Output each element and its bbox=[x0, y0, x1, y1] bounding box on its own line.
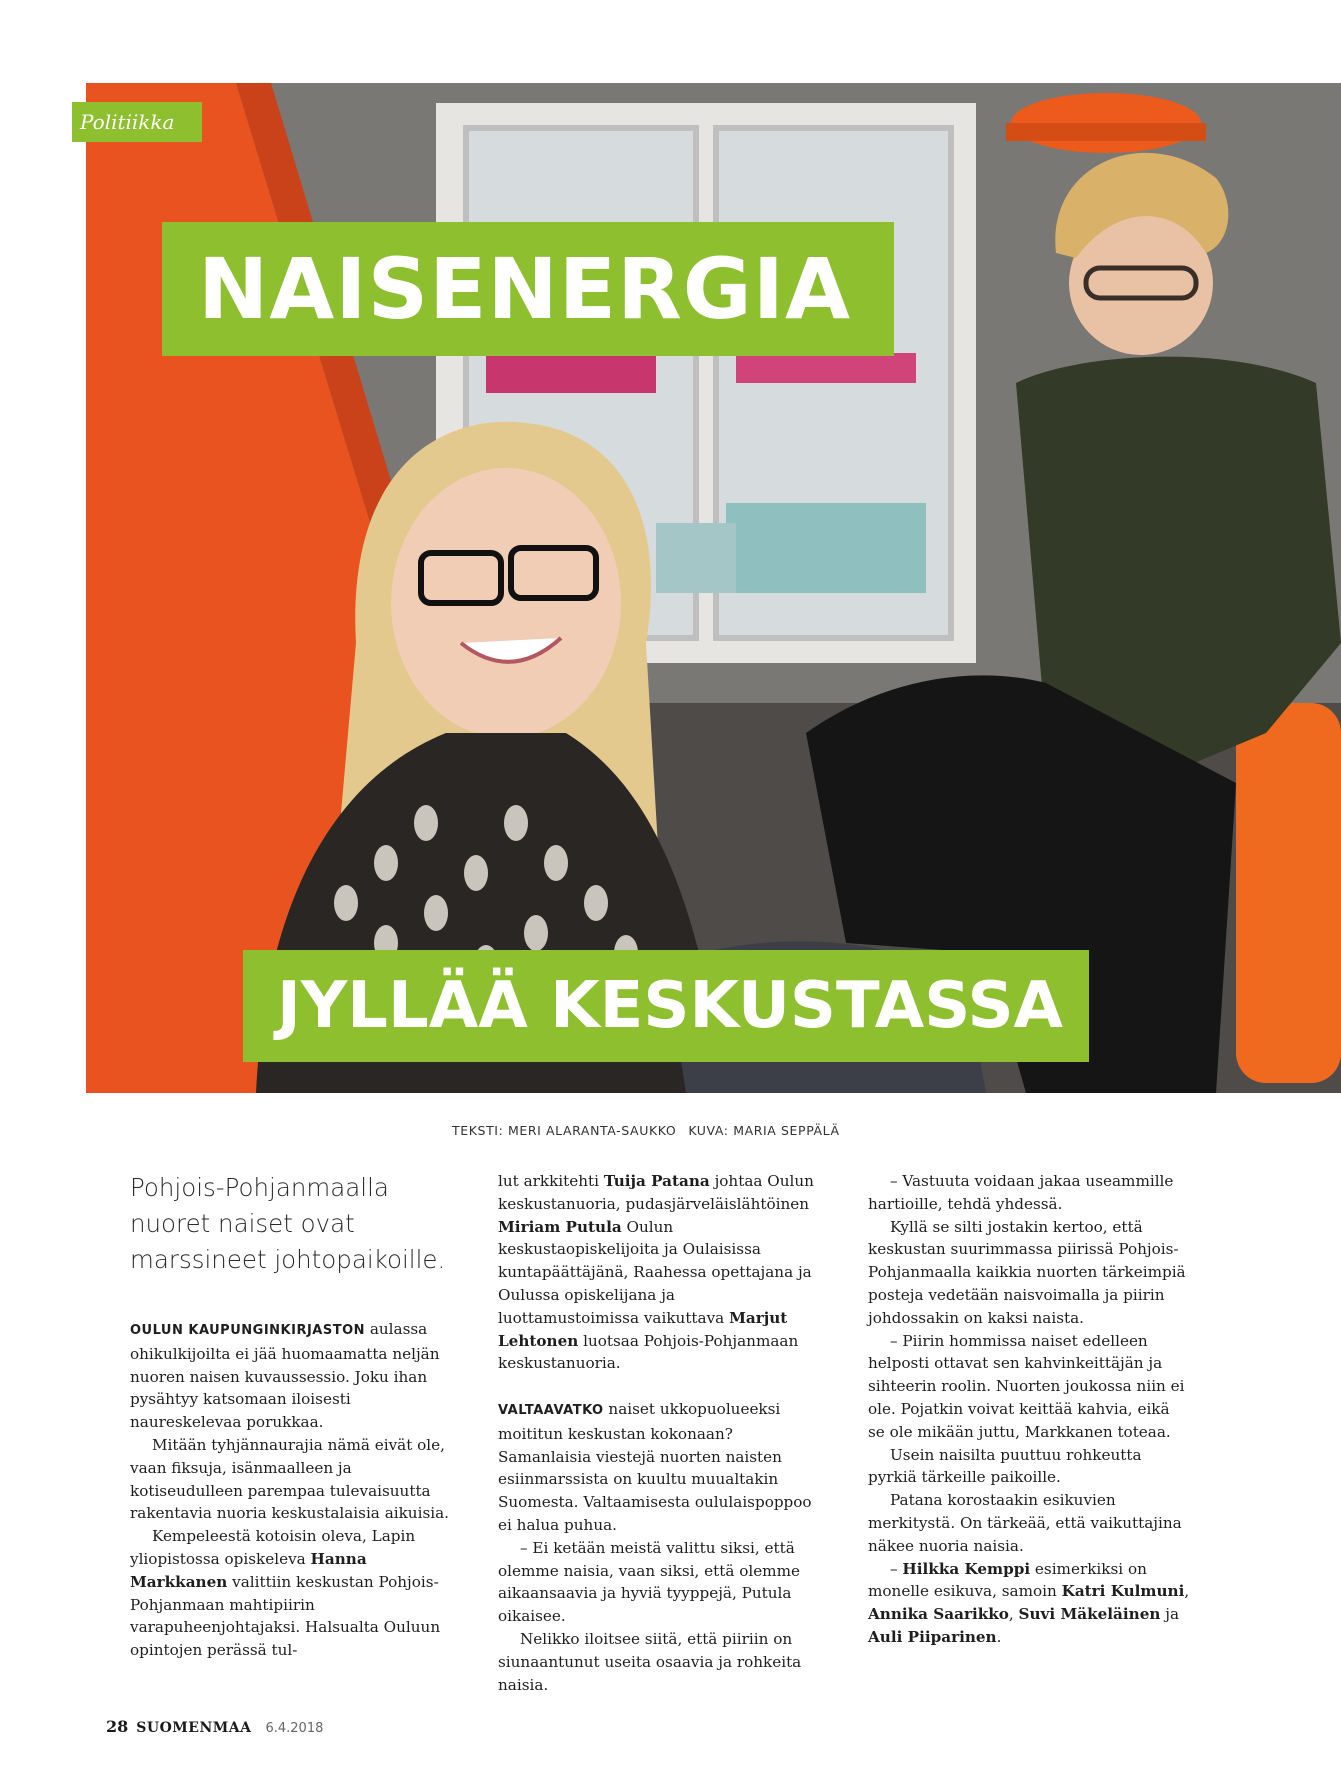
paragraph-text: Oulun keskustaopiskelijoita ja Oulaisissa kuntapäättäjänä, Raahessa opettajana ja Oulussa opiskelijana ja luottamustoimissa vaikuttava bbox=[498, 1217, 812, 1327]
paragraph: Patana korostaakin esikuvien merkitystä. On tärkeää, että vaikuttajina näkee nuoria naisia. bbox=[868, 1491, 1182, 1555]
paragraph-text: – bbox=[890, 1559, 903, 1578]
person-name: Auli Piiparinen bbox=[868, 1627, 997, 1646]
issue-date: 6.4.2018 bbox=[265, 1721, 324, 1736]
paragraph-text: , bbox=[1184, 1582, 1190, 1601]
lead-paragraph: Pohjois-Pohjanmaalla nuoret naiset ovat marssineet johtopaikoille. bbox=[130, 1173, 446, 1274]
paragraph bbox=[498, 1170, 820, 1375]
paragraph-text: lut arkkitehti bbox=[498, 1172, 604, 1190]
person-name: Hanna Markkanen bbox=[130, 1549, 367, 1591]
person-name: Annika Saarikko bbox=[868, 1605, 1009, 1624]
paragraph: Nelikko iloitsee siitä, että piiriin on siunaantunut useita osaavia ja rohkeita naisia. bbox=[498, 1629, 802, 1694]
paragraph: Usein naisilta puuttuu rohkeutta pyrkiä tärkeille paikoille. bbox=[868, 1445, 1142, 1487]
paragraph-text: , bbox=[1008, 1605, 1019, 1624]
byline bbox=[452, 1123, 840, 1138]
paragraph-text: valittiin keskustan Pohjois-Pohjanmaan mahtipiirin varapuheenjohtajaksi. Halsualta Ouluun opintojen perässä tul- bbox=[130, 1572, 441, 1660]
paragraph-text: johtaa Oulun keskustanuoria, pudasjärveläislähtöinen bbox=[498, 1172, 814, 1213]
lead-in-caps: VALTAAVATKO bbox=[498, 1402, 604, 1418]
paragraph: – Ei ketään meistä valittu siksi, että olemme naisia, vaan siksi, että olemme aikaansaavia ja hyviä tyyppejä, Putula oikaisee. bbox=[498, 1538, 800, 1626]
page-footer bbox=[106, 1717, 323, 1736]
paragraph: Mitään tyhjännaurajia nämä eivät ole, vaan fiksuja, isänmaalleen ja kotiseudulleen parempaa tulevaisuutta rakentavia nuoria keskustalaisia aikuisia. bbox=[130, 1435, 449, 1523]
person-name: Katri Kulmuni bbox=[1061, 1582, 1185, 1601]
paragraph-text: Kempeleestä kotoisin oleva, Lapin yliopistossa opiskeleva bbox=[130, 1527, 416, 1568]
paragraph: Kyllä se silti jostakin kertoo, että keskustan suurimmassa piirissä Pohjois-Pohjanmaalla kaikkia nuorten tärkeimpiä posteja vedetään naisvoimalla ja piirin johdossakin on kaksi naista. bbox=[868, 1217, 1186, 1327]
paragraph-text: ja bbox=[1160, 1605, 1179, 1624]
paragraph bbox=[498, 1398, 820, 1537]
headline-line-1: NAISENERGIA bbox=[162, 222, 894, 356]
paragraph bbox=[130, 1525, 452, 1662]
body-column-3 bbox=[868, 1170, 1190, 1649]
paragraph bbox=[868, 1558, 1190, 1649]
person-name: Suvi Mäkeläinen bbox=[1018, 1605, 1161, 1624]
person-name: Tuija Patana bbox=[603, 1172, 710, 1190]
paragraph: – Piirin hommissa naiset edelleen helposti ottavat sen kahvinkeittäjän ja sihteerin roolin. Nuorten joukossa niin ei ole. Pojatkin voivat keittää kahvia, eikä se ole mikään juttu, Markkanen toteaa. bbox=[868, 1331, 1185, 1441]
byline-photo: KUVA: MARIA SEPPÄLÄ bbox=[688, 1123, 840, 1138]
paragraph-text: naiset ukkopuolueeksi moititun keskustan kokonaan? Samanlaisia viestejä nuorten naisten esiinmarssista on kuultu muualtakin Suomesta. Valtaamisesta oululaispoppoo ei halua puhua. bbox=[498, 1399, 812, 1534]
body-column-1 bbox=[130, 1318, 452, 1662]
paragraph: – Vastuuta voidaan jakaa useammille hartioille, tehdä yhdessä. bbox=[868, 1172, 1174, 1213]
lead-in-caps: OULUN KAUPUNGINKIRJASTON bbox=[130, 1323, 366, 1338]
byline-text: TEKSTI: MERI ALARANTA-SAUKKO bbox=[452, 1123, 677, 1138]
paragraph bbox=[130, 1318, 452, 1434]
paragraph-text: . bbox=[996, 1627, 1002, 1646]
person-name: Marjut Lehtonen bbox=[498, 1308, 788, 1350]
orange-chair bbox=[1236, 703, 1341, 1083]
page-number: 28 bbox=[106, 1717, 129, 1736]
paragraph-text: esimerkiksi on monelle esikuva, samoin bbox=[868, 1559, 1147, 1601]
magazine-name: SUOMENMAA bbox=[136, 1720, 252, 1736]
body-column-2 bbox=[498, 1170, 820, 1696]
person-name: Miriam Putula bbox=[498, 1217, 622, 1236]
person-name: Hilkka Kemppi bbox=[902, 1559, 1031, 1578]
section-tag: Politiikka bbox=[72, 102, 202, 142]
paragraph-text: aulassa ohikulkijoilta ei jää huomaamatta neljän nuoren naisen kuvaussessio. Joku ihan pysähtyy katsomaan iloisesti naureskelevaa porukkaa. bbox=[130, 1320, 440, 1432]
paragraph-text: luotsaa Pohjois-Pohjanmaan keskustanuoria. bbox=[498, 1331, 799, 1373]
headline-line-2: JYLLÄÄ KESKUSTASSA bbox=[243, 950, 1089, 1062]
